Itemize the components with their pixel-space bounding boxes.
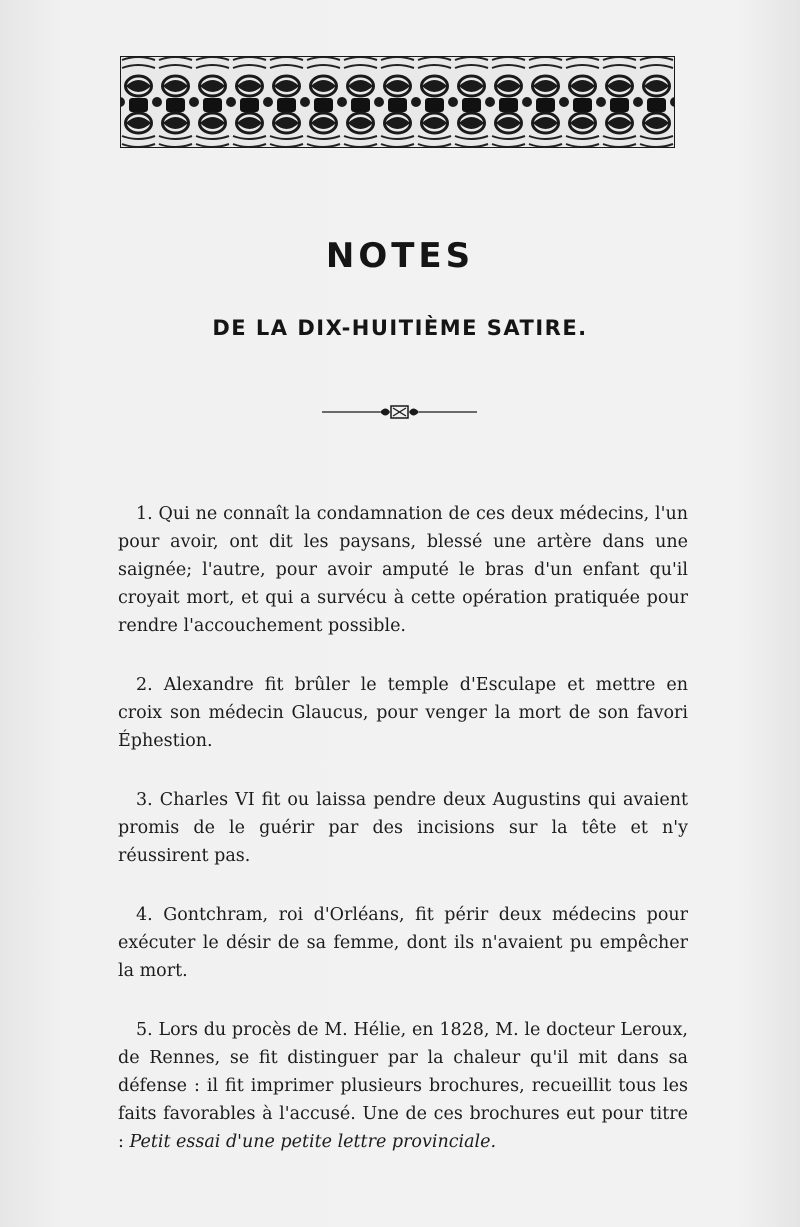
note-italic-title: Petit essai d'une petite lettre provinciale. bbox=[129, 1132, 497, 1152]
ornamental-border bbox=[120, 56, 675, 148]
page-subtitle: DE LA DIX-HUITIÈME SATIRE. bbox=[212, 316, 588, 340]
note-text: 5. Lors du procès de M. Hélie, en 1828, M. le docteur Leroux, de Rennes, se fit distinguer par la chaleur qu'il mit dans sa défense : il fit imprimer plusieurs brochures, recueillit tous les faits favorables à l'accusé. Une de ces brochures eut pour titre : bbox=[118, 1020, 688, 1152]
note-text: 2. Alexandre fit brûler le temple d'Esculape et mettre en croix son médecin Glaucus, pour venger la mort de son favori Éphestion. bbox=[118, 675, 688, 751]
note-item bbox=[118, 500, 688, 640]
page-title: NOTES bbox=[325, 236, 475, 276]
note-item bbox=[118, 901, 688, 985]
note-text: 3. Charles VI fit ou laissa pendre deux Augustins qui avaient promis de le guérir par des incisions sur la tête et n'y réussirent pas. bbox=[118, 790, 688, 866]
note-item bbox=[118, 786, 688, 870]
note-text: 1. Qui ne connaît la condamnation de ces deux médecins, l'un pour avoir, ont dit les paysans, blessé une artère dans une saignée; l'autre, pour avoir amputé le bras d'un enfant qu'il croyait mort, et qui a survécu à cette opération pratiquée pour rendre l'accouchement possible. bbox=[118, 504, 688, 636]
fleuron-divider bbox=[322, 404, 477, 420]
note-text: 4. Gontchram, roi d'Orléans, fit périr deux médecins pour exécuter le désir de sa femme, dont ils n'avaient pu empêcher la mort. bbox=[118, 905, 688, 981]
note-item bbox=[118, 671, 688, 755]
note-item bbox=[118, 1016, 688, 1156]
notes-list bbox=[118, 500, 688, 1187]
